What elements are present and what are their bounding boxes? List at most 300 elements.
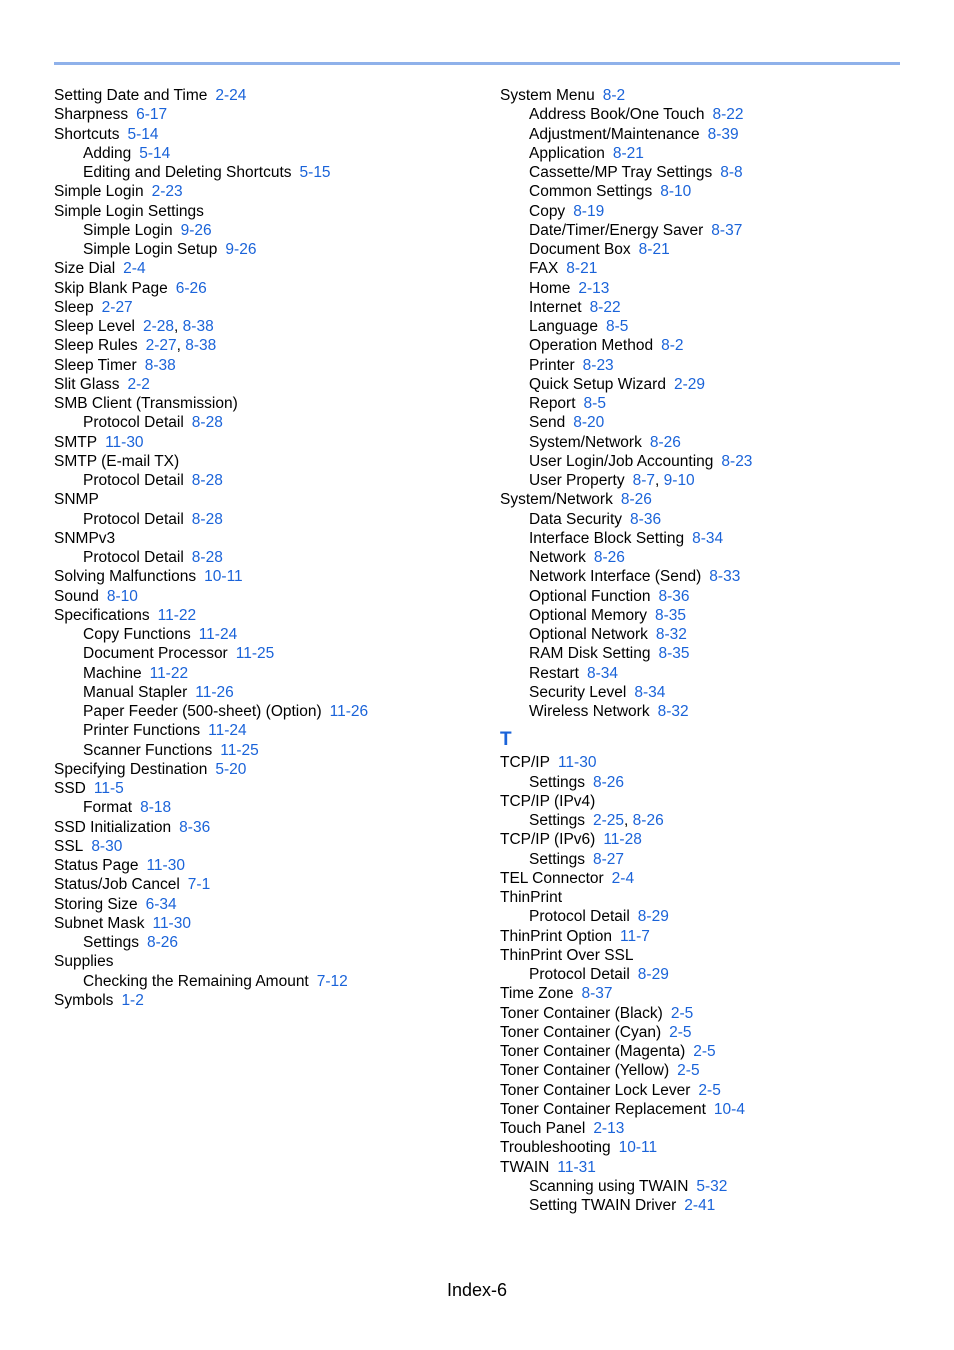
index-term: Printer Functions: [83, 722, 201, 740]
index-subentry: [500, 587, 920, 606]
index-entry: [54, 336, 474, 355]
index-subentry: [54, 683, 474, 702]
page-references: [671, 1005, 693, 1022]
page-reference-link[interactable]: 8-21: [566, 260, 598, 278]
page-reference-link[interactable]: 8-21: [638, 241, 670, 258]
page-reference-link[interactable]: 8-37: [711, 221, 743, 239]
page-reference-link[interactable]: 8-26: [620, 491, 652, 509]
index-term: Subnet Mask: [54, 914, 145, 932]
page-references: [152, 183, 183, 200]
page-reference-link[interactable]: 8-38: [185, 337, 217, 355]
page-references: [204, 568, 243, 585]
page-references: [721, 453, 752, 470]
index-subentry: [54, 933, 474, 952]
page-reference-link[interactable]: 8-32: [657, 703, 689, 720]
page-reference-link[interactable]: 11-28: [603, 831, 642, 849]
page-reference-link[interactable]: 9-26: [225, 241, 257, 258]
index-entry: [54, 606, 474, 625]
page-references: [195, 684, 234, 701]
page-reference-link[interactable]: 8-26: [593, 549, 625, 566]
page-references: [650, 434, 681, 451]
page-references: [638, 908, 669, 925]
index-subentry: [500, 144, 920, 163]
page-reference-link[interactable]: 11-31: [557, 1158, 596, 1176]
index-entry: [500, 1042, 920, 1061]
page-references: [558, 754, 597, 771]
page-reference-link[interactable]: 11-5: [93, 780, 124, 797]
index-entry: [54, 567, 474, 586]
index-subentry: [500, 664, 920, 683]
page-references: [633, 472, 695, 489]
page-reference-link[interactable]: 10-11: [618, 1139, 658, 1157]
index-term: Slit Glass: [54, 375, 120, 393]
page-references: [123, 260, 145, 277]
index-term: Machine: [83, 664, 142, 682]
page-reference-link[interactable]: 2-23: [151, 183, 183, 201]
page-references: [136, 106, 167, 123]
index-term: Network Interface (Send): [529, 568, 702, 586]
index-term: Sleep Level: [54, 318, 136, 335]
index-term: Toner Container (Cyan): [500, 1023, 662, 1041]
index-term: Address Book/One Touch: [529, 106, 705, 124]
page-reference-link[interactable]: 8-27: [593, 850, 625, 868]
page-references: [139, 145, 170, 162]
page-reference-link[interactable]: 11-26: [195, 683, 234, 701]
index-term: TCP/IP: [500, 754, 550, 772]
page-reference-link[interactable]: 2-13: [593, 1120, 625, 1137]
index-term: User Property: [529, 472, 625, 489]
index-term: Document Box: [529, 241, 631, 258]
page-reference-link[interactable]: 2-4: [123, 260, 146, 278]
section-letter-heading: T: [500, 729, 512, 751]
index-subentry: [500, 548, 920, 567]
page-references: [215, 87, 246, 104]
page-reference-link[interactable]: 1-2: [121, 991, 144, 1009]
page-references: [121, 992, 143, 1009]
page-references: [192, 414, 223, 431]
index-entry: [54, 317, 474, 336]
page-reference-link[interactable]: 6-17: [136, 106, 168, 124]
index-term: Security Level: [529, 683, 627, 701]
page-references: [658, 645, 689, 662]
index-term: Protocol Detail: [83, 549, 184, 566]
index-term: Adding: [83, 144, 132, 162]
page-references: [711, 222, 742, 239]
index-entry: [54, 298, 474, 317]
index-subentry: [54, 644, 474, 663]
index-term: Send: [529, 414, 566, 432]
index-entry: [500, 1081, 920, 1100]
page-reference-link[interactable]: 2-13: [578, 279, 610, 297]
index-term: Document Processor: [83, 645, 228, 663]
index-entry: [54, 952, 474, 971]
index-subentry: [54, 702, 474, 721]
page-reference-link[interactable]: 8-28: [191, 549, 223, 566]
index-subentry: [54, 240, 474, 259]
page-references: [176, 280, 207, 297]
index-entry: [500, 490, 920, 509]
index-term: Application: [529, 144, 605, 162]
header-rule: [54, 62, 900, 65]
index-term: Wireless Network: [529, 703, 650, 720]
page-reference-link[interactable]: 10-11: [204, 568, 243, 586]
index-term: Settings: [529, 850, 586, 868]
page-references: [590, 299, 621, 316]
page-reference-link[interactable]: 8-39: [707, 125, 739, 143]
index-term: Report: [529, 395, 576, 412]
page-reference-link[interactable]: 6-26: [175, 279, 207, 297]
page-number: Index-6: [446, 1280, 508, 1300]
index-entry: [54, 914, 474, 933]
page-reference-link[interactable]: 8-32: [655, 626, 687, 643]
page-reference-link[interactable]: 8-36: [179, 818, 211, 836]
page-reference-link[interactable]: 11-22: [149, 664, 189, 682]
page-reference-link[interactable]: 8-26: [593, 773, 625, 791]
index-subentry: [500, 1196, 920, 1215]
reference-separator: ,: [655, 472, 664, 489]
page-references: [656, 626, 687, 643]
page-references: [669, 1024, 691, 1041]
index-subentry: [500, 298, 920, 317]
page-reference-link[interactable]: 8-5: [605, 318, 629, 335]
page-references: [181, 222, 212, 239]
index-term: Sound: [54, 587, 99, 605]
page-reference-link[interactable]: 2-5: [669, 1023, 692, 1041]
index-term: Settings: [83, 934, 140, 951]
index-subentry: [500, 433, 920, 452]
index-term: Language: [529, 318, 598, 335]
index-subentry: [500, 683, 920, 702]
page-references: [145, 357, 176, 374]
page-references: [674, 376, 705, 393]
page-reference-link[interactable]: 11-25: [235, 645, 275, 663]
index-term: Copy: [529, 202, 566, 220]
index-subentry: [54, 413, 474, 432]
index-subentry: [500, 259, 920, 278]
page-reference-link[interactable]: 2-28: [143, 318, 175, 335]
index-subentry: [500, 811, 920, 830]
index-term: System Menu: [500, 87, 595, 104]
page-reference-link[interactable]: 8-23: [582, 356, 614, 374]
page-references: [150, 665, 189, 682]
index-term: Optional Network: [529, 626, 648, 643]
index-entry: [500, 946, 920, 965]
page-reference-link[interactable]: 8-33: [709, 568, 741, 586]
index-subentry: [500, 510, 920, 529]
index-term: Sleep Rules: [54, 337, 138, 355]
page-reference-link[interactable]: 8-38: [144, 356, 176, 374]
page-reference-link[interactable]: 8-35: [655, 606, 687, 624]
page-references: [594, 549, 625, 566]
page-references: [107, 588, 138, 605]
page-reference-link[interactable]: 2-5: [670, 1004, 694, 1022]
page-reference-link[interactable]: 5-14: [127, 125, 159, 143]
page-references: [179, 819, 210, 836]
index-entry: [500, 888, 920, 907]
index-subentry: [500, 163, 920, 182]
index-subentry: [54, 510, 474, 529]
index-term: Interface Block Setting: [529, 529, 685, 547]
index-entry: [54, 182, 474, 201]
index-subentry: [500, 240, 920, 259]
page-references: [658, 703, 689, 720]
page-reference-link[interactable]: 8-10: [106, 587, 138, 605]
page-references: [573, 203, 604, 220]
page-reference-link[interactable]: 8-28: [191, 510, 223, 528]
page-references: [638, 966, 669, 983]
index-term: Solving Malfunctions: [54, 568, 197, 586]
page-reference-link[interactable]: 2-2: [127, 375, 150, 393]
index-entry: [54, 895, 474, 914]
index-entry: [54, 86, 474, 105]
page-references: [105, 434, 144, 451]
index-entry: [54, 837, 474, 856]
page-references: [225, 241, 256, 258]
index-term: Size Dial: [54, 260, 116, 278]
page-reference-link[interactable]: 2-24: [215, 87, 247, 104]
page-references: [708, 126, 739, 143]
reference-separator: ,: [176, 337, 186, 355]
index-term: Internet: [529, 298, 582, 316]
page-reference-link[interactable]: 5-14: [139, 144, 171, 162]
page-reference-link[interactable]: 11-7: [620, 927, 650, 945]
index-term: RAM Disk Setting: [529, 645, 651, 663]
page-reference-link[interactable]: 8-29: [637, 908, 669, 926]
index-subentry: [54, 664, 474, 683]
index-subentry: [54, 741, 474, 760]
index-entry: [500, 1061, 920, 1080]
page-reference-link[interactable]: 11-24: [208, 722, 247, 740]
page-references: [587, 665, 618, 682]
page-reference-link[interactable]: 2-5: [698, 1081, 721, 1099]
page-reference-link[interactable]: 2-27: [145, 337, 177, 355]
index-term: Operation Method: [529, 337, 654, 355]
page-references: [583, 357, 614, 374]
page-reference-link[interactable]: 5-32: [696, 1177, 728, 1195]
index-entry: [54, 991, 474, 1010]
index-subentry: [500, 1177, 920, 1196]
page-reference-link[interactable]: 2-25: [593, 812, 625, 829]
page-reference-link[interactable]: 8-38: [182, 318, 214, 335]
page-reference-link[interactable]: 8-34: [692, 529, 724, 547]
page-references: [220, 742, 259, 759]
index-term: SSL: [54, 837, 84, 855]
page-references: [573, 414, 604, 431]
index-entry: [54, 529, 474, 548]
index-term: Scanner Functions: [83, 741, 213, 759]
page-reference-link[interactable]: 11-30: [146, 857, 185, 874]
index-term: SSD Initialization: [54, 818, 172, 836]
page-reference-link[interactable]: 8-23: [721, 452, 753, 470]
page-references: [659, 588, 690, 605]
page-reference-link[interactable]: 8-10: [660, 183, 692, 201]
index-entry: [54, 818, 474, 837]
index-term: SSD: [54, 780, 86, 797]
page-references: [146, 857, 185, 874]
index-subentry: [54, 625, 474, 644]
reference-separator: ,: [174, 318, 183, 335]
page-references: [621, 491, 652, 508]
page-reference-link[interactable]: 2-27: [101, 298, 133, 316]
index-term: Toner Container (Magenta): [500, 1043, 686, 1060]
index-term: Restart: [529, 664, 579, 682]
index-subentry: [500, 336, 920, 355]
page-reference-link[interactable]: 8-29: [637, 966, 669, 983]
page-reference-link[interactable]: 8-8: [720, 164, 743, 181]
page-reference-link[interactable]: 8-5: [583, 395, 606, 412]
page-references: [660, 183, 691, 200]
index-subentry: [500, 529, 920, 548]
page-reference-link[interactable]: 11-30: [152, 914, 191, 932]
index-term: Protocol Detail: [529, 908, 630, 926]
index-subentry: [500, 452, 920, 471]
index-term: SNMPv3: [54, 529, 116, 547]
page-reference-link[interactable]: 8-34: [586, 664, 618, 682]
page-reference-link[interactable]: 11-24: [198, 626, 238, 643]
page-reference-link[interactable]: 8-26: [147, 934, 179, 951]
index-subentry: [500, 644, 920, 663]
index-subentry: [54, 221, 474, 240]
index-term: SMTP: [54, 433, 98, 451]
index-term: Supplies: [54, 953, 114, 971]
index-subentry: [500, 221, 920, 240]
page-reference-link[interactable]: 11-26: [329, 703, 369, 720]
page-reference-link[interactable]: 11-30: [105, 433, 144, 451]
index-subentry: [500, 413, 920, 432]
page-reference-link[interactable]: 7-12: [316, 972, 348, 990]
page-reference-link[interactable]: 8-21: [612, 144, 644, 162]
page-references: [593, 812, 664, 829]
index-term: Paper Feeder (500-sheet) (Option): [83, 703, 322, 720]
page-reference-link[interactable]: 8-22: [712, 106, 744, 124]
page-reference-link[interactable]: 9-26: [180, 221, 212, 239]
page-reference-link[interactable]: 8-30: [91, 837, 123, 855]
index-term: ThinPrint: [500, 889, 563, 906]
page-references: [152, 915, 191, 932]
page-reference-link[interactable]: 2-5: [677, 1062, 700, 1080]
index-entry: [54, 760, 474, 779]
index-term: FAX: [529, 260, 559, 278]
index-entry: [54, 125, 474, 144]
index-subentry: [500, 850, 920, 869]
page-reference-link[interactable]: 8-28: [191, 472, 223, 489]
index-term: Sleep: [54, 298, 94, 316]
index-term: System/Network: [529, 433, 642, 451]
page-references: [619, 1139, 658, 1156]
page-reference-link[interactable]: 8-37: [581, 985, 613, 1003]
page-reference-link[interactable]: 8-34: [634, 683, 666, 701]
page-references: [566, 260, 597, 277]
page-reference-link[interactable]: 8-19: [573, 202, 605, 220]
index-term: SMTP (E-mail TX): [54, 452, 180, 470]
index-entry: [54, 394, 474, 413]
index-term: Printer: [529, 356, 575, 374]
index-term: Symbols: [54, 991, 114, 1009]
index-column-left: [54, 86, 474, 1010]
index-entry: [54, 779, 474, 798]
page-reference-link[interactable]: 2-4: [611, 869, 635, 887]
index-subentry: [500, 279, 920, 298]
page-reference-link[interactable]: 6-34: [145, 895, 177, 913]
page-references: [102, 299, 133, 316]
index-subentry: [500, 375, 920, 394]
page-reference-link[interactable]: 11-22: [157, 606, 197, 624]
page-reference-link[interactable]: 2-29: [673, 375, 705, 393]
page-references: [215, 761, 246, 778]
index-term: Status Page: [54, 857, 139, 874]
page-references: [630, 511, 661, 528]
page-reference-link[interactable]: 8-2: [602, 87, 626, 104]
index-term: Shortcuts: [54, 125, 120, 143]
page-reference-link[interactable]: 8-26: [632, 812, 664, 829]
page-reference-link[interactable]: 2-41: [684, 1197, 716, 1214]
index-term: TEL Connector: [500, 869, 604, 887]
index-term: Network: [529, 549, 586, 566]
page-references: [720, 164, 742, 181]
page-reference-link[interactable]: 8-22: [589, 298, 621, 316]
page-references: [603, 87, 625, 104]
index-entry: [54, 202, 474, 221]
index-subentry: [500, 317, 920, 336]
page-reference-link[interactable]: 11-30: [557, 754, 597, 772]
index-section-t: [500, 753, 920, 1215]
index-entry: [54, 587, 474, 606]
index-entry: [500, 1023, 920, 1042]
index-subentry: [500, 125, 920, 144]
page-reference-link[interactable]: 2-5: [693, 1043, 716, 1060]
index-entry: [500, 869, 920, 888]
index-term: Toner Container Replacement: [500, 1100, 706, 1118]
index-term: Simple Login Setup: [83, 241, 218, 258]
index-entry: [54, 433, 474, 452]
page-references: [146, 337, 217, 354]
index-term: Protocol Detail: [529, 966, 630, 983]
index-term: Editing and Deleting Shortcuts: [83, 164, 292, 181]
index-term: Protocol Detail: [83, 472, 184, 489]
page-reference-link[interactable]: 5-20: [215, 760, 247, 778]
page-references: [208, 722, 247, 739]
page-references: [582, 985, 613, 1002]
index-subentry: [54, 144, 474, 163]
page-reference-link[interactable]: 5-15: [299, 164, 331, 181]
index-term: Setting TWAIN Driver: [529, 1197, 677, 1214]
page-references: [606, 318, 628, 335]
page-reference-link[interactable]: 8-7: [632, 472, 656, 489]
page-reference-link[interactable]: 8-28: [191, 414, 223, 432]
index-column-right: [500, 86, 920, 1215]
page-reference-link[interactable]: 10-4: [713, 1100, 745, 1118]
page-reference-link[interactable]: 8-20: [573, 414, 605, 432]
index-entry: [500, 984, 920, 1003]
page-reference-link[interactable]: 8-36: [658, 587, 690, 605]
page-reference-link[interactable]: 9-10: [663, 472, 695, 489]
page-reference-link[interactable]: 8-35: [658, 645, 690, 663]
index-term: TWAIN: [500, 1158, 550, 1176]
page-reference-link[interactable]: 8-36: [630, 510, 662, 528]
page-reference-link[interactable]: 7-1: [187, 876, 211, 894]
page-references: [693, 1043, 715, 1060]
page-reference-link[interactable]: 8-26: [649, 433, 681, 451]
index-subentry: [500, 202, 920, 221]
index-term: Time Zone: [500, 985, 574, 1003]
page-reference-link[interactable]: 8-2: [661, 337, 684, 355]
page-references: [140, 799, 171, 816]
index-term: TCP/IP (IPv6): [500, 831, 596, 849]
index-term: Skip Blank Page: [54, 279, 168, 297]
page-references: [639, 241, 670, 258]
page-reference-link[interactable]: 8-18: [140, 799, 172, 817]
page-reference-link[interactable]: 11-25: [220, 741, 259, 759]
